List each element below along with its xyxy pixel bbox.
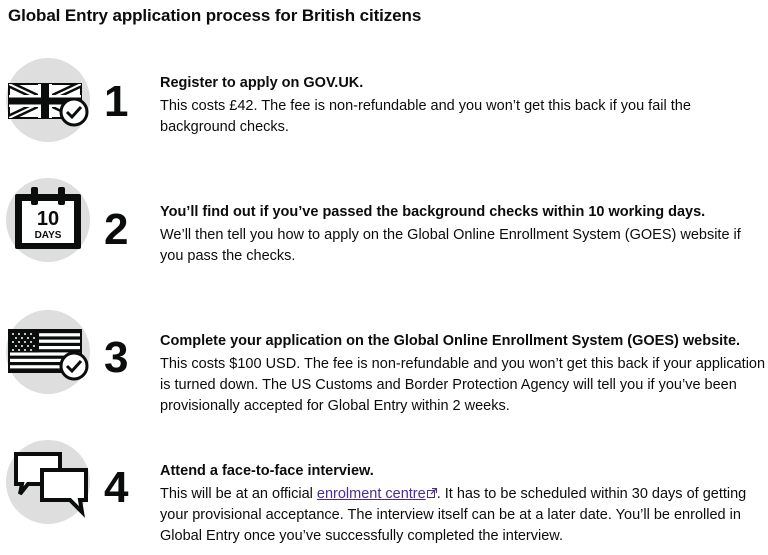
step-heading: Register to apply on GOV.UK. bbox=[160, 75, 364, 91]
step-4-icon-wrap bbox=[6, 440, 90, 524]
step-body: This costs $100 USD. The fee is non-refundable and you won’t get this back if your application is turned down. The US Customs and Border Protection Agency will tell you if you’ve been provisionally accepted for Global Entry within 2 weeks. bbox=[160, 356, 766, 414]
step-heading: Attend a face-to-face interview. bbox=[160, 463, 374, 479]
enrolment-centre-link[interactable]: enrolment centre bbox=[316, 486, 426, 502]
calendar-10-days-icon bbox=[6, 178, 90, 262]
step-text bbox=[160, 202, 766, 267]
calendar-unit: DAYS bbox=[34, 230, 62, 241]
step-heading: Complete your application on the Global Online Enrollment System (GOES) website. bbox=[160, 333, 741, 349]
uk-flag-check-icon bbox=[6, 58, 90, 142]
step-number: 2 bbox=[104, 205, 129, 254]
step-1-icon-wrap bbox=[6, 58, 90, 142]
page-title: Global Entry application process for British citizens bbox=[8, 6, 422, 25]
step-2-icon-wrap bbox=[6, 178, 90, 262]
step-text bbox=[160, 73, 766, 138]
step-text bbox=[160, 331, 766, 417]
step-body: This costs £42. The fee is non-refundable and you won’t get this back if you fail the background checks. bbox=[160, 98, 691, 135]
external-link-icon bbox=[427, 488, 437, 498]
us-flag-check-icon bbox=[6, 310, 90, 394]
step-number: 4 bbox=[104, 463, 129, 512]
step-3-icon-wrap bbox=[6, 310, 90, 394]
step-text bbox=[160, 461, 766, 547]
step-body bbox=[160, 484, 766, 547]
step-heading: You’ll find out if you’ve passed the background checks within 10 working days. bbox=[160, 204, 706, 220]
speech-bubbles-icon bbox=[6, 440, 90, 524]
step-body: We’ll then tell you how to apply on the Global Online Enrollment System (GOES) website if you pass the checks. bbox=[160, 227, 741, 264]
step-number: 1 bbox=[104, 77, 129, 126]
calendar-number: 10 bbox=[36, 208, 60, 230]
body-before-link: This will be at an official bbox=[160, 486, 317, 502]
body-after-link: . It has to be scheduled within 30 days of getting your provisional acceptance. The interview itself can be at a later date. You’ll be enrolled in Global Entry once you’ve successfully completed the interview. bbox=[160, 486, 747, 544]
step-number: 3 bbox=[104, 333, 129, 382]
